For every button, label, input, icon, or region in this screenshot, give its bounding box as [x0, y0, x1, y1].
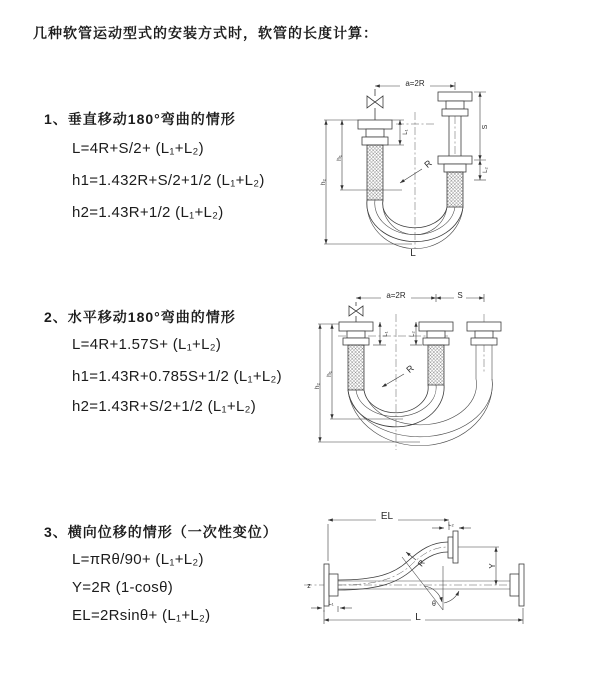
dim-l1-label: L₁	[328, 601, 334, 607]
flange	[419, 322, 453, 345]
dim-l2-label: L₂	[483, 167, 489, 173]
dim-y-label: Y	[488, 563, 497, 569]
dim-s-label: S	[457, 291, 463, 300]
dim-l	[324, 608, 523, 624]
dim-a2r	[356, 290, 436, 302]
radius-leader	[400, 158, 434, 183]
hose-braided	[348, 345, 364, 390]
section1-formula-h2: h2=1.43R+1/2 (L₁+L₂)	[72, 204, 224, 221]
dim-l1	[373, 322, 389, 345]
section1-heading: 1、垂直移动180°弯曲的情形	[44, 111, 236, 127]
dim-a2r	[375, 78, 455, 90]
flange	[324, 564, 338, 606]
page-title: 几种软管运动型式的安装方式时，软管的长度计算：	[33, 25, 378, 41]
dim-l2-label: L₂	[410, 331, 416, 337]
flange-ghost	[510, 564, 524, 606]
dim-h1-label: h₁	[326, 371, 333, 377]
dim-el	[328, 510, 449, 561]
radius-leader	[382, 363, 416, 387]
dim-l1-label: L₁	[403, 129, 409, 135]
flange-ghost	[467, 322, 501, 345]
valve-icon	[349, 302, 363, 322]
section1-formula-L: L=4R+S/2+ (L₁+L₂)	[72, 140, 204, 157]
diagram-horizontal-180	[308, 284, 594, 464]
hose-braided	[367, 145, 383, 200]
section3-formula-EL: EL=2Rsinθ+ (L₁+L₂)	[72, 607, 211, 624]
axis-z-label: z	[307, 583, 311, 590]
dim-h2-label: h₂	[320, 178, 327, 186]
flange	[339, 322, 373, 345]
section3-formula-L: L=πRθ/90+ (L₁+L₂)	[72, 551, 204, 568]
diagram-lateral-displacement	[296, 506, 600, 652]
u-bend-arcs-ghost	[348, 379, 492, 446]
dim-l2	[474, 160, 489, 180]
section2-formula-h2: h2=1.43R+S/2+1/2 (L₁+L₂)	[72, 398, 257, 415]
dim-theta-label: θ	[432, 601, 436, 608]
section2-heading: 2、水平移动180°弯曲的情形	[44, 309, 236, 325]
section3-heading: 3、横向位移的情形（一次性变位）	[44, 524, 278, 540]
dim-y	[458, 547, 499, 585]
dim-s	[436, 291, 484, 302]
length-label: L	[415, 612, 421, 623]
dim-h2-label: h₂	[314, 382, 321, 390]
flange	[438, 156, 472, 172]
dim-l2	[432, 522, 471, 528]
flange	[438, 92, 472, 116]
hose-s-curve	[338, 542, 448, 590]
hose-braided	[428, 345, 444, 385]
dim-h1	[324, 120, 402, 190]
dim-l1-label: L₁	[383, 331, 389, 337]
dim-s	[474, 92, 489, 160]
angle-theta	[402, 557, 459, 610]
dim-s-label: S	[482, 124, 489, 130]
section3-formula-Y: Y=2R (1-cosθ)	[72, 579, 174, 596]
dim-a2r-label: a=2R	[405, 79, 425, 88]
flange	[448, 531, 458, 563]
valve-icon	[367, 89, 383, 120]
radius-label: R	[422, 158, 434, 170]
dim-el-label: EL	[380, 511, 394, 522]
section2-formula-h1: h1=1.43R+0.785S+1/2 (L₁+L₂)	[72, 368, 282, 385]
diagram-vertical-180	[312, 72, 594, 264]
dim-l1	[311, 601, 352, 612]
flange	[358, 120, 392, 145]
dim-h1-label: h₁	[336, 155, 343, 161]
section2-formula-L: L=4R+1.57S+ (L₁+L₂)	[72, 336, 222, 353]
radius-label: R	[404, 363, 416, 375]
section1-formula-h1: h1=1.432R+S/2+1/2 (L₁+L₂)	[72, 172, 265, 189]
dim-l2-label: L₂	[448, 522, 454, 528]
hose-braided	[447, 172, 463, 207]
length-label: L	[410, 248, 416, 259]
radius-label: R	[416, 558, 427, 569]
dim-a2r-label: a=2R	[386, 291, 406, 300]
